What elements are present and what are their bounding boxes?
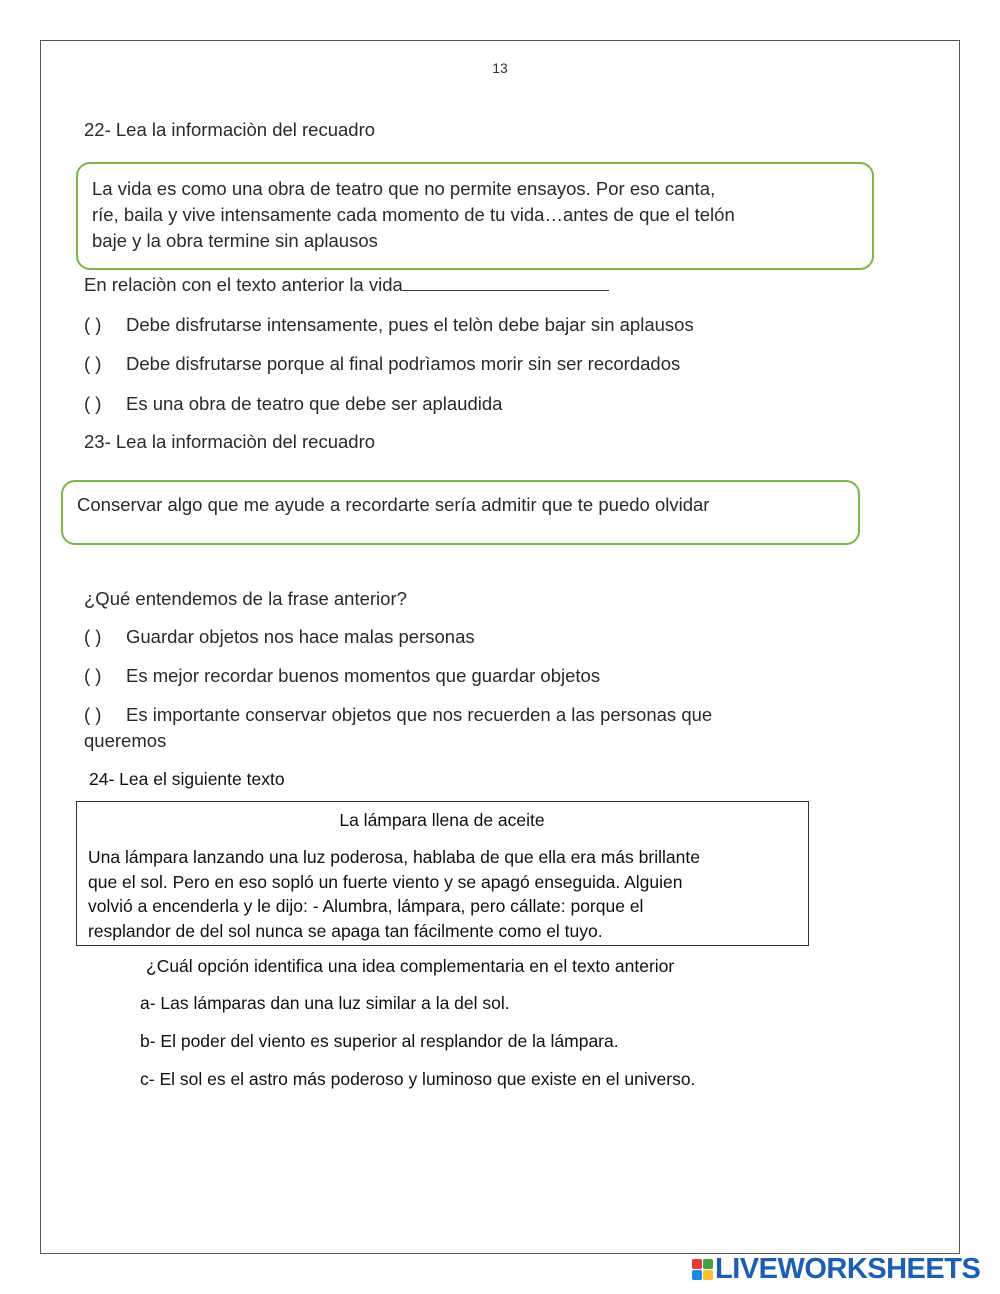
q24-box-line: volvió a encenderla y le dijo: - Alumbra, lámpara, pero cállate: porque el <box>88 896 644 916</box>
q24-question: ¿Cuál opción identifica una idea complementaria en el texto anterior <box>146 956 675 976</box>
q23-option-1[interactable] <box>84 624 475 650</box>
q24-option-a[interactable]: a- Las lámparas dan una luz similar a la del sol. <box>140 993 510 1013</box>
q23-prompt: ¿Qué entendemos de la frase anterior? <box>84 588 407 609</box>
answer-paren[interactable]: ( ) <box>84 665 102 686</box>
q23-option-2[interactable] <box>84 663 600 689</box>
q24-box-line: Una lámpara lanzando una luz poderosa, hablaba de que ella era más brillante <box>88 847 700 867</box>
q23-quote-box <box>61 480 860 545</box>
option-text: Es una obra de teatro que debe ser aplaudida <box>126 393 503 414</box>
q23-heading: 23- Lea la informaciòn del recuadro <box>84 431 376 452</box>
option-text: Es mejor recordar buenos momentos que guardar objetos <box>126 665 601 686</box>
option-text: Debe disfrutarse intensamente, pues el telòn debe bajar sin aplausos <box>126 314 694 335</box>
q24-box-line: resplandor de del sol nunca se apaga tan fácilmente como el tuyo. <box>88 920 603 941</box>
q24-text-box <box>76 801 809 946</box>
q24-box-line: que el sol. Pero en eso sopló un fuerte viento y se apagó enseguida. Alguien <box>88 871 683 892</box>
answer-paren[interactable]: ( ) <box>84 704 102 725</box>
option-text: Es importante conservar objetos que nos recuerden a las personas que <box>126 704 713 725</box>
answer-paren[interactable]: ( ) <box>84 626 102 647</box>
q22-prompt <box>84 272 609 298</box>
q24-option-c[interactable]: c- El sol es el astro más poderoso y luminoso que existe en el universo. <box>140 1069 696 1089</box>
q22-option-3[interactable] <box>84 391 502 417</box>
q24-option-b[interactable]: b- El poder del viento es superior al resplandor de la lámpara. <box>140 1031 619 1051</box>
answer-paren[interactable]: ( ) <box>84 314 102 335</box>
q22-quote-line: ríe, baila y vive intensamente cada momento de tu vida…antes de que el telón <box>92 204 735 225</box>
q22-option-2[interactable] <box>84 351 680 377</box>
answer-paren[interactable]: ( ) <box>84 393 102 414</box>
q23-option-3[interactable] <box>84 702 712 728</box>
logo-text: LIVEWORKSHEETS <box>715 1252 981 1285</box>
q22-quote-line: La vida es como una obra de teatro que no permite ensayos. Por eso canta, <box>92 178 716 199</box>
page-number: 13 <box>492 60 508 76</box>
q23-option-3-continuation: queremos <box>84 730 167 751</box>
q22-quote-box <box>76 162 874 270</box>
answer-paren[interactable]: ( ) <box>84 353 102 374</box>
logo-square <box>703 1270 713 1280</box>
q24-box-title: La lámpara llena de aceite <box>339 810 545 830</box>
q22-option-1[interactable] <box>84 312 694 338</box>
q22-answer-blank[interactable] <box>403 272 609 291</box>
q23-quote-text: Conservar algo que me ayude a recordarte sería admitir que te puedo olvidar <box>77 494 710 515</box>
q22-heading: 22- Lea la informaciòn del recuadro <box>84 119 376 140</box>
logo-mark-icon <box>692 1259 713 1280</box>
liveworksheets-logo <box>692 1254 980 1284</box>
q22-prompt-text: En relaciòn con el texto anterior la vida <box>84 274 403 295</box>
q24-heading: 24- Lea el siguiente texto <box>89 769 285 789</box>
option-text: Guardar objetos nos hace malas personas <box>126 626 475 647</box>
option-text: Debe disfrutarse porque al final podrìamos morir sin ser recordados <box>126 353 681 374</box>
logo-square <box>692 1270 702 1280</box>
q22-quote-line: baje y la obra termine sin aplausos <box>92 230 378 251</box>
logo-square <box>703 1259 713 1269</box>
logo-square <box>692 1259 702 1269</box>
